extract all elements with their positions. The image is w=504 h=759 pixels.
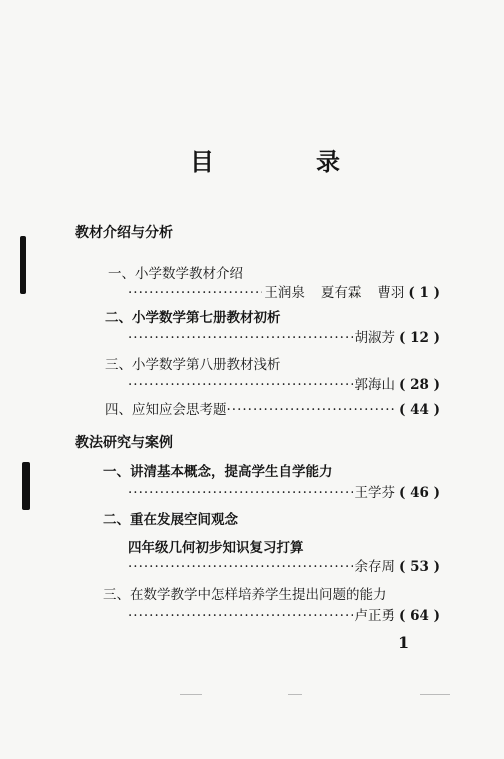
- toc-entry-1-1-leader: [128, 281, 440, 301]
- page-title: [190, 142, 340, 177]
- scan-artifact: [180, 694, 202, 695]
- author-name: 郭海山: [354, 377, 396, 393]
- scan-artifact: [420, 694, 450, 695]
- author-name: 曹羽: [377, 285, 405, 301]
- author-name: 王学芬: [354, 485, 396, 501]
- leader-dots: [128, 377, 353, 393]
- leader-dots: [128, 485, 353, 501]
- leader-dots: [128, 285, 262, 301]
- toc-entry-1-2-page: ( 12 ): [399, 330, 440, 346]
- author-name: 王润泉: [264, 285, 305, 301]
- leader-dots: [128, 608, 353, 624]
- toc-entry-2-1-title: 一、讲清基本概念，提高学生自学能力: [103, 464, 333, 480]
- page-number: 1: [398, 633, 410, 652]
- section-title-methods: 教法研究与案例: [75, 435, 173, 451]
- toc-entry-1-1-title: 一、小学数学教材介绍: [108, 266, 243, 282]
- toc-entry-1-4-title: 四、应知应会思考题: [105, 402, 227, 418]
- toc-entry-2-2-leader: [128, 555, 440, 575]
- toc-entry-1-3-leader: [128, 373, 440, 393]
- scan-artifact: [288, 694, 302, 695]
- toc-entry-2-3-page: ( 64 ): [399, 608, 440, 624]
- toc-entry-1-4-page: ( 44 ): [399, 402, 440, 418]
- author-name: 余存周: [354, 559, 396, 575]
- toc-entry-2-3-title: 三、在数学教学中怎样培养学生提出问题的能力: [103, 587, 387, 603]
- leader-dots: [128, 559, 353, 575]
- section-title-materials: 教材介绍与分析: [75, 225, 173, 241]
- toc-entry-1-4: [105, 398, 440, 418]
- leader-dots: [227, 402, 396, 418]
- leader-dots: [128, 330, 353, 346]
- toc-entry-2-2-page: ( 53 ): [399, 559, 440, 575]
- toc-entry-2-1-leader: [128, 481, 440, 501]
- binding-mark-top: [20, 236, 26, 294]
- binding-mark-bottom: [22, 462, 30, 510]
- author-name: 夏有霖: [320, 285, 362, 301]
- toc-entry-2-3-leader: [128, 604, 440, 624]
- toc-entry-1-3-title: 三、小学数学第八册教材浅析: [105, 357, 281, 373]
- toc-entry-2-2-title: 二、重在发展空间观念: [103, 512, 238, 528]
- title-char-2: 录: [316, 147, 340, 176]
- author-name: 胡淑芳: [354, 330, 396, 346]
- toc-entry-2-2-subtitle: 四年级几何初步知识复习打算: [128, 540, 304, 556]
- toc-entry-1-1-authors: [262, 281, 404, 301]
- toc-entry-2-1-page: ( 46 ): [399, 485, 440, 501]
- toc-entry-1-1-page: ( 1 ): [408, 285, 440, 301]
- toc-entry-1-2-title: 二、小学数学第七册教材初析: [105, 310, 281, 326]
- toc-entry-1-2-leader: [128, 326, 440, 346]
- author-name: 卢正勇: [354, 608, 396, 624]
- title-char-1: 目: [190, 147, 214, 176]
- toc-entry-1-3-page: ( 28 ): [399, 377, 440, 393]
